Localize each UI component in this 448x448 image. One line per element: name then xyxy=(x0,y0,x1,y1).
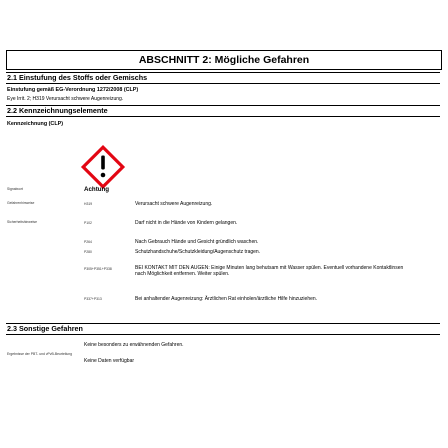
precaution-code: P280 xyxy=(84,250,92,254)
precaution-text: Darf nicht in die Hände von Kindern gelangen. xyxy=(135,220,238,226)
divider xyxy=(6,83,440,84)
precaution-code: P305+P351+P338 xyxy=(84,267,112,271)
divider xyxy=(6,116,440,117)
other-hazards-text: Keine besonders zu erwähnenden Gefahren. xyxy=(84,342,184,348)
signal-word-label: Signalwort xyxy=(7,187,23,191)
classification-line: Eye Irrit. 2; H319 Verursacht schwere Augenreizung. xyxy=(7,96,124,102)
precautionary-statements-label: Sicherheitshinweise xyxy=(7,220,37,224)
ghs07-exclamation-icon xyxy=(80,144,126,190)
pbt-assessment-label: Ergebnisse der PBT- und vPvB-Beurteilung xyxy=(7,352,73,356)
heading-2-3: 2.3 Sonstige Gefahren xyxy=(7,324,83,333)
hazard-statements-label: Gefahrenhinweise xyxy=(7,201,35,205)
clp-classification-label: Einstufung gemäß EG-Verordnung 1272/2008 (CLP) xyxy=(7,87,139,93)
precaution-text: BEI KONTAKT MIT DEN AUGEN: Einige Minuten lang behutsam mit Wasser spülen. Eventuell vorhandene Kontaktlinsen nach Möglichkeit entfernen. Weiter spülen. xyxy=(135,265,404,277)
heading-2-2: 2.2 Kennzeichnungselemente xyxy=(7,106,108,115)
signal-word: Achtung xyxy=(84,186,110,193)
pbt-assessment-value: Keine Daten verfügbar xyxy=(84,358,135,364)
section-title: ABSCHNITT 2: Mögliche Gefahren xyxy=(6,50,442,70)
hazard-code: H319 xyxy=(84,202,93,206)
precaution-text: Nach Gebrauch Hände und Gesicht gründlich waschen. xyxy=(135,239,259,245)
precaution-code: P264 xyxy=(84,240,92,244)
precaution-code: P102 xyxy=(84,221,92,225)
divider xyxy=(6,334,440,335)
heading-2-1: 2.1 Einstufung des Stoffs oder Gemischs xyxy=(7,73,148,82)
precaution-text: Schutzhandschuhe/Schutzkleidung/Augenschutz tragen. xyxy=(135,249,261,255)
precaution-code: P337+P313 xyxy=(84,297,102,301)
precaution-text: Bei anhaltender Augenreizung: Ärztlichen Rat einholen/ärztliche Hilfe hinzuziehen. xyxy=(135,296,318,302)
hazard-text: Verursacht schwere Augenreizung. xyxy=(135,201,213,207)
labelling-clp-label: Kennzeichnung (CLP) xyxy=(7,121,63,127)
